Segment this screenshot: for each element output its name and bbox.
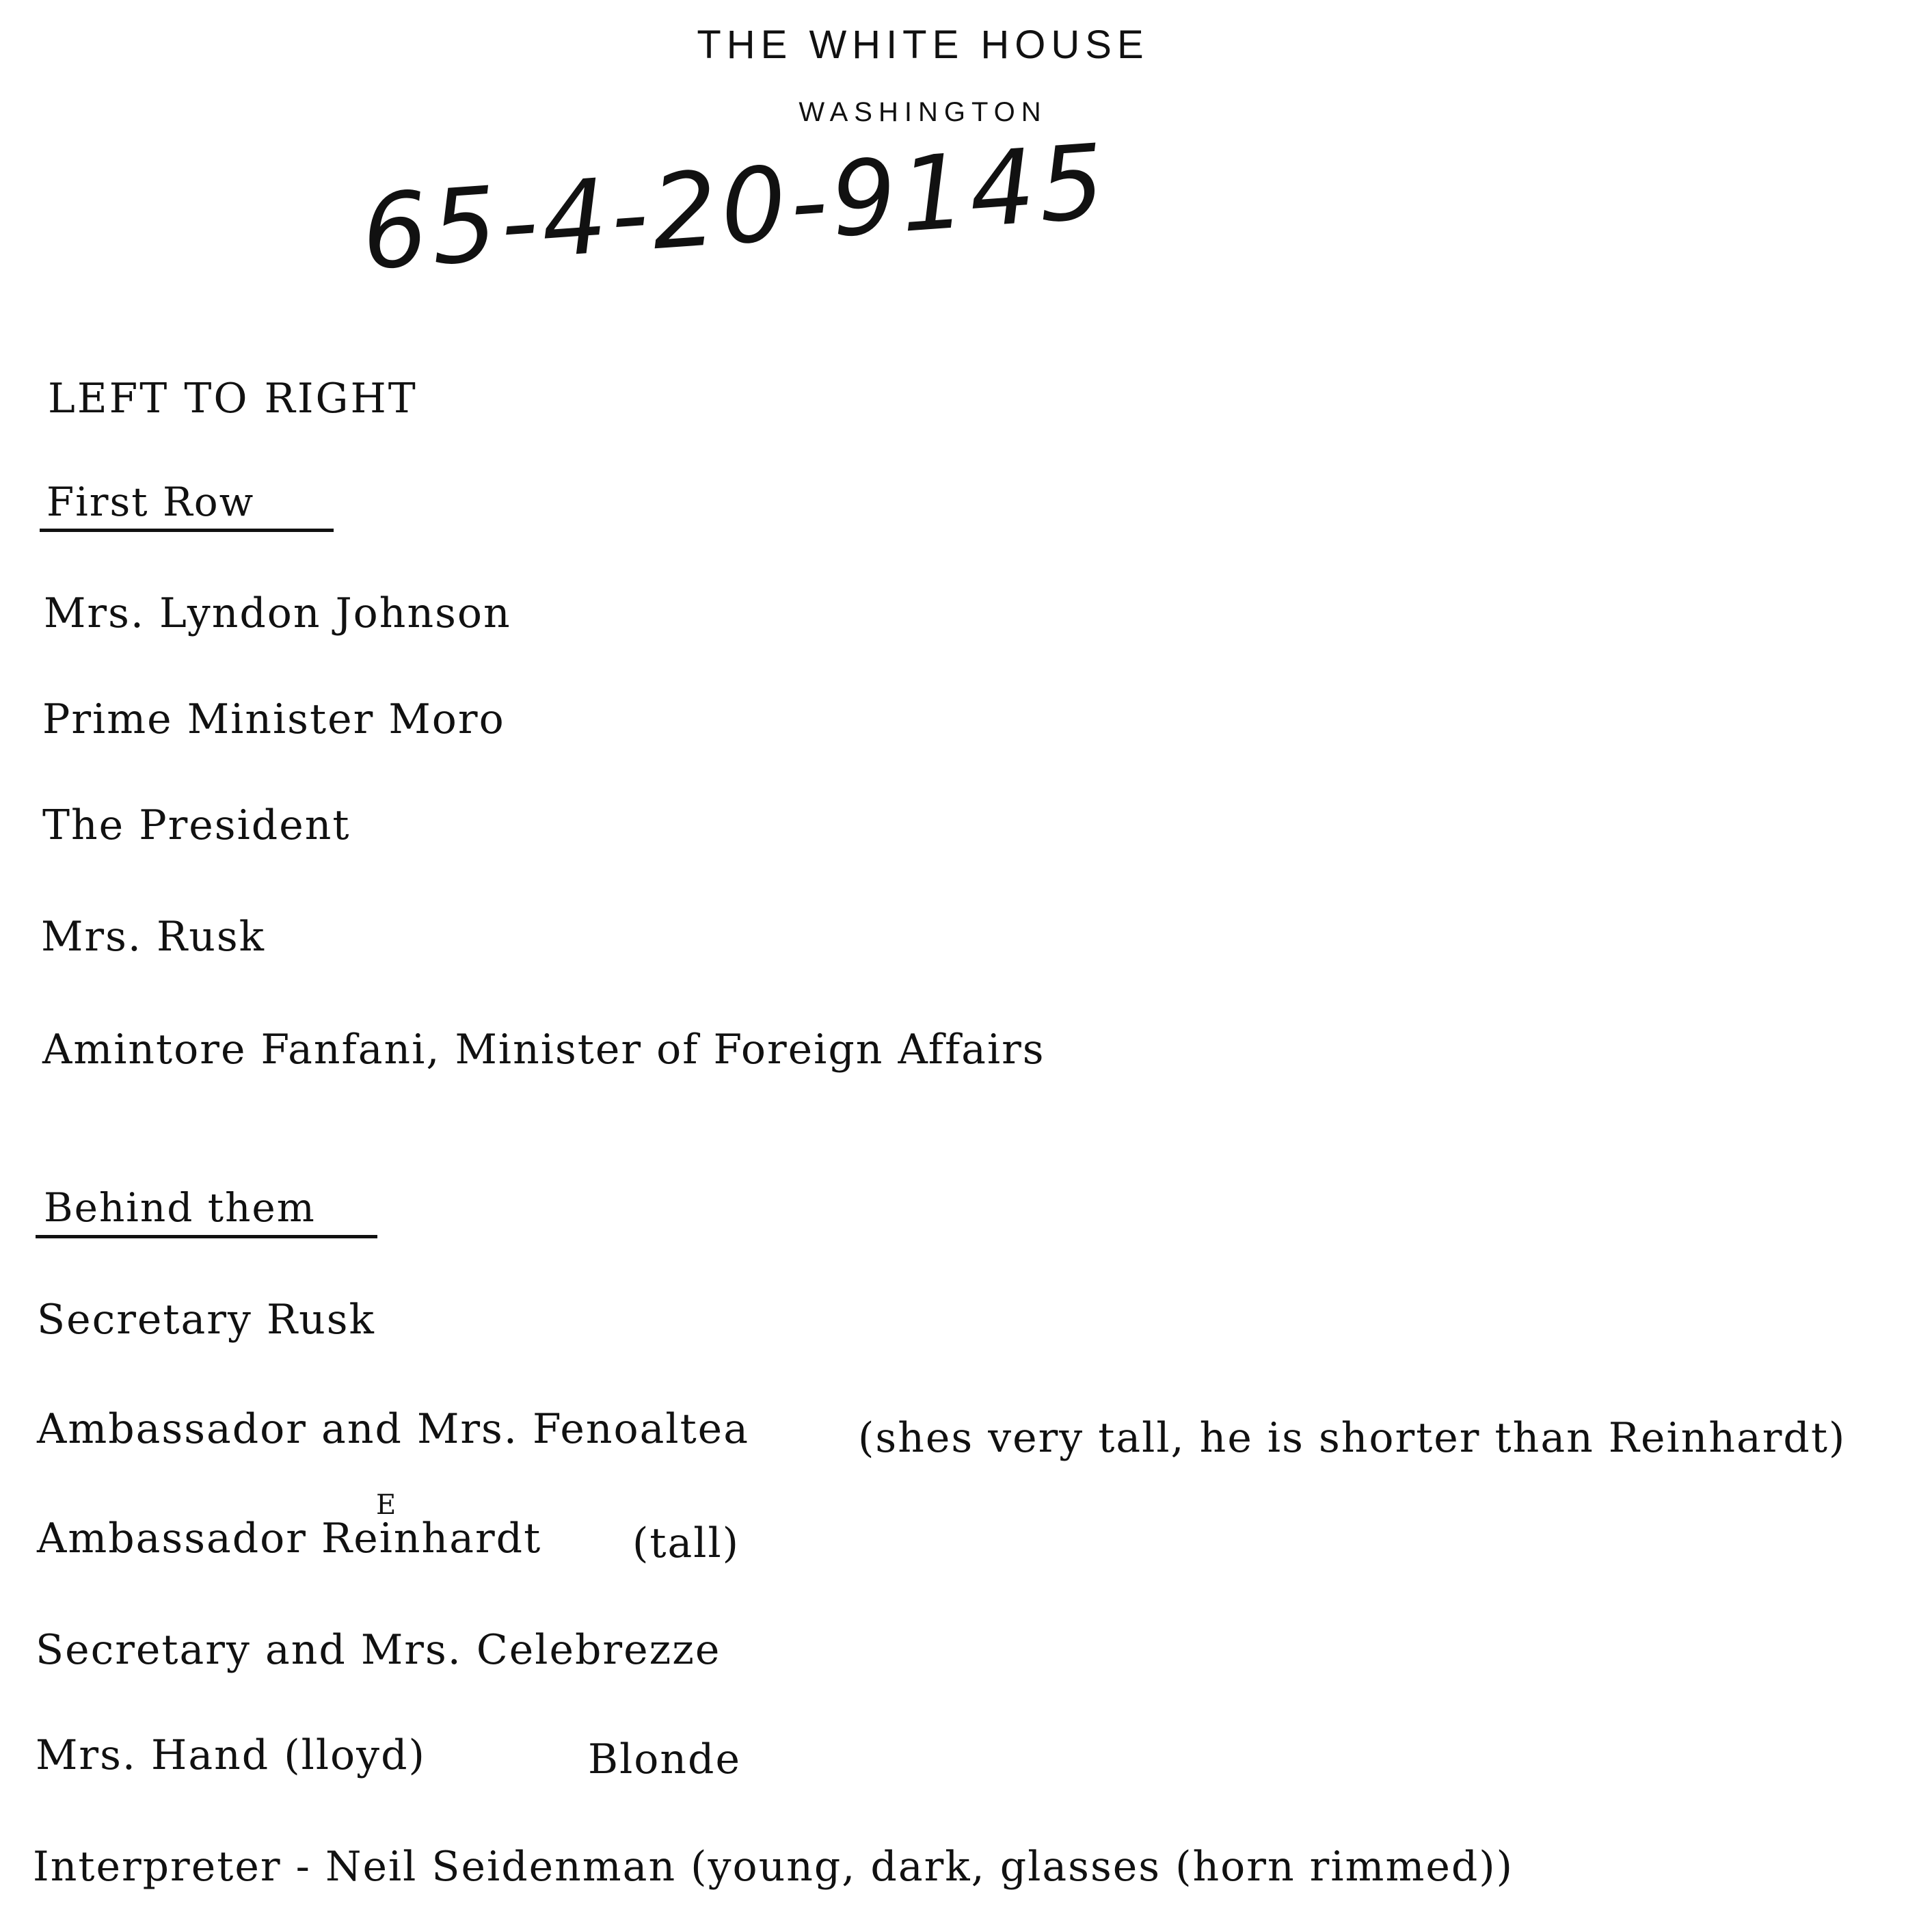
list-item: Secretary Rusk bbox=[37, 1296, 375, 1344]
section-underline bbox=[40, 529, 334, 532]
list-item: Ambassador and Mrs. Fenoaltea bbox=[37, 1405, 749, 1453]
list-item: The President bbox=[42, 801, 351, 849]
section-title-behind-them: Behind them bbox=[44, 1184, 316, 1231]
list-item: Secretary and Mrs. Celebrezze bbox=[36, 1626, 721, 1674]
list-item: Mrs. Lyndon Johnson bbox=[44, 589, 511, 637]
correction-mark: E bbox=[376, 1489, 397, 1521]
section-title-first-row: First Row bbox=[46, 479, 255, 525]
section-underline bbox=[36, 1235, 377, 1238]
list-item: Ambassador Reinhardt bbox=[37, 1515, 542, 1562]
list-item: Mrs. Rusk bbox=[41, 913, 266, 961]
annotation-note: Blonde bbox=[588, 1735, 741, 1783]
letterhead-title: THE WHITE HOUSE bbox=[697, 23, 1149, 67]
list-item: Mrs. Hand (lloyd) bbox=[36, 1731, 426, 1779]
list-item: Amintore Fanfani, Minister of Foreign Affairs bbox=[42, 1026, 1045, 1074]
annotation-note: (tall) bbox=[632, 1519, 740, 1567]
list-heading: LEFT TO RIGHT bbox=[48, 375, 418, 423]
letterhead-subtitle: WASHINGTON bbox=[799, 97, 1047, 127]
annotation-note: (shes very tall, he is shorter than Reinhardt) bbox=[858, 1414, 1847, 1462]
handwritten-file-number: 65-4-20-9145 bbox=[358, 122, 1112, 293]
list-item: Prime Minister Moro bbox=[42, 695, 505, 743]
list-item: Interpreter - Neil Seidenman (young, dark, glasses (horn rimmed)) bbox=[33, 1843, 1514, 1891]
